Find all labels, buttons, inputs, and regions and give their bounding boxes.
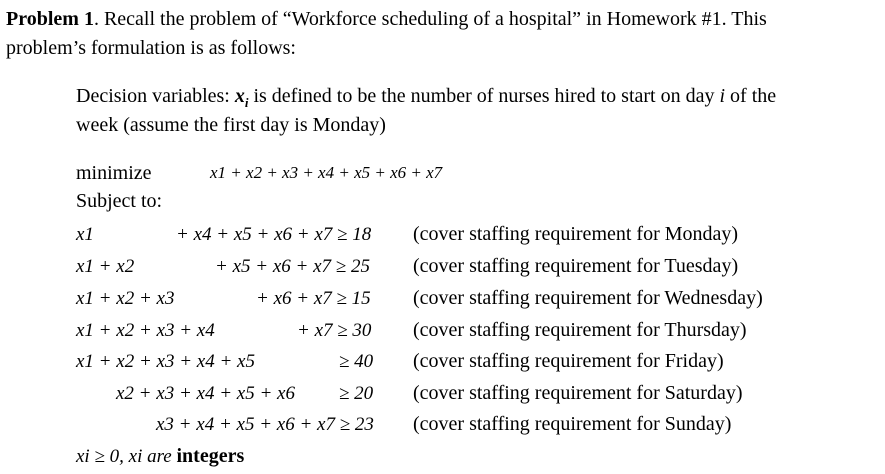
problem-intro-line-1 xyxy=(6,7,767,31)
decision-var: x xyxy=(234,85,245,107)
constraint-rhs: + x7 ≥ 30 xyxy=(297,320,372,341)
decision-text-b: is defined to be the number of nurses hired to start on day xyxy=(248,85,720,107)
constraint-rhs: + x4 + x5 + x6 + x7 ≥ 18 xyxy=(176,224,372,245)
objective-expression: x1 + x2 + x3 + x4 + x5 + x6 + x7 xyxy=(210,163,443,182)
constraint-lhs: x1 + x2 + x3 xyxy=(76,288,175,309)
decision-variables-line-1 xyxy=(76,84,776,115)
decision-text-a: Decision variables: xyxy=(76,85,235,107)
integers-label: integers xyxy=(176,445,245,467)
constraint-note: (cover staffing requirement for Wednesday) xyxy=(413,287,763,309)
subject-to-label: Subject to: xyxy=(76,190,163,212)
constraint-rhs: ≥ 40 xyxy=(339,351,374,372)
constraint-rhs: ≥ 20 xyxy=(339,383,374,404)
constraint-note: (cover staffing requirement for Tuesday) xyxy=(413,255,739,277)
constraint-lhs: x1 + x2 + x3 + x4 xyxy=(76,320,215,341)
objective-label: minimize xyxy=(76,162,152,184)
constraint-note: (cover staffing requirement for Sunday) xyxy=(413,413,732,435)
constraint-note: (cover staffing requirement for Monday) xyxy=(413,223,739,245)
constraint-note: (cover staffing requirement for Thursday) xyxy=(413,319,747,341)
constraint-lhs: x1 + x2 + x3 + x4 + x5 xyxy=(76,351,255,372)
decision-day-var: i xyxy=(719,85,726,107)
constraint-rhs: + x6 + x7 ≥ 15 xyxy=(256,288,371,309)
problem-intro-text: . Recall the problem of “Workforce scheduling of a hospital” in Homework #1. This xyxy=(93,8,767,30)
decision-text-c: of the xyxy=(725,85,777,107)
nonnegativity-constraint xyxy=(76,444,244,469)
decision-variables-line-2: week (assume the first day is Monday) xyxy=(76,114,386,136)
constraint-lhs: x2 + x3 + x4 + x5 + x6 xyxy=(116,383,295,404)
constraint-lhs: x1 xyxy=(76,224,94,245)
constraint-rhs: + x5 + x6 + x7 ≥ 25 xyxy=(215,256,370,277)
constraint-note: (cover staffing requirement for Friday) xyxy=(413,350,724,372)
problem-intro-line-2: problem’s formulation is as follows: xyxy=(6,37,296,59)
problem-label: Problem 1 xyxy=(6,8,94,30)
decision-var-sub: i xyxy=(244,95,249,110)
nonneg-text: xi ≥ 0, xi are xyxy=(76,446,177,467)
constraint-lhs: x1 + x2 xyxy=(76,256,135,277)
constraint-lhs: x3 + x4 + x5 + x6 + x7 ≥ 23 xyxy=(156,414,374,435)
constraint-note: (cover staffing requirement for Saturday) xyxy=(413,382,743,404)
